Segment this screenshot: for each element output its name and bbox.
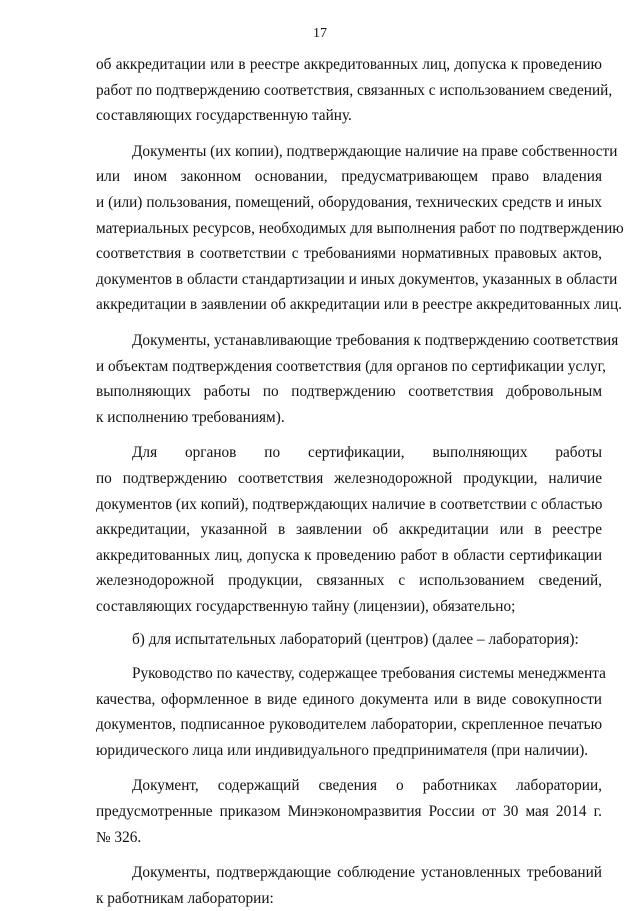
text-line: по подтверждению соответствия железнодорожной продукции, наличие: [96, 469, 602, 487]
text-line: аккредитации в заявлении об аккредитации или в реестре аккредитованных лиц.: [96, 296, 622, 314]
page-number: 17: [313, 26, 327, 41]
paragraph-4: [96, 440, 602, 619]
text-line: или ином законном основании, предусматривающем право владения: [96, 168, 602, 186]
text-line: Документы, устанавливающие требования к подтверждению соответствия: [132, 331, 619, 349]
text-line: Для органов по сертификации, выполняющих работы: [132, 444, 602, 462]
text-line: выполняющих работы по подтверждению соответствия добровольным: [96, 383, 602, 401]
text-line: и (или) пользования, помещений, оборудования, технических средств и иных: [96, 193, 602, 211]
paragraph-3: [96, 328, 619, 430]
text-line: документов, подписанное руководителем лаборатории, скрепленное печатью: [96, 716, 602, 734]
text-line: Документы, подтверждающие соблюдение установленных требований: [132, 864, 602, 882]
text-line: работ по подтверждению соответствия, связанных с использованием сведений,: [96, 81, 613, 99]
paragraph-8: [96, 860, 602, 911]
text-line: Руководство по качеству, содержащее требования системы менеджмента: [132, 665, 606, 683]
text-line: железнодорожной продукции, связанных с использованием сведений,: [96, 572, 602, 590]
text-line: качества, оформленное в виде единого документа или в виде совокупности: [96, 690, 602, 708]
paragraph-7: [96, 773, 602, 850]
document-body: [96, 52, 624, 911]
text-line: к исполнению требованиям).: [96, 408, 285, 426]
text-line: составляющих государственную тайну (лицензии), обязательно;: [96, 597, 516, 615]
text-line: юридического лица или индивидуального предпринимателя (при наличии).: [96, 741, 589, 759]
text-line: Документы (их копии), подтверждающие наличие на праве собственности: [132, 142, 618, 160]
text-line: № 326.: [96, 828, 142, 846]
text-line: документов в области стандартизации и иных документов, указанных в области: [96, 270, 618, 288]
paragraph-1: [96, 52, 613, 129]
text-line: документов (их копий), подтверждающих наличие в соответствии с областью: [96, 495, 603, 513]
text-line: б) для испытательных лабораторий (центров) (далее – лаборатория):: [132, 631, 579, 649]
text-line: к работникам лаборатории:: [96, 889, 274, 907]
text-line: аккредитации, указанной в заявлении об аккредитации или в реестре: [96, 521, 602, 539]
text-line: составляющих государственную тайну.: [96, 107, 352, 125]
text-line: предусмотренные приказом Минэкономразвития России от 30 мая 2014 г.: [96, 803, 602, 821]
paragraph-2: [96, 139, 624, 318]
text-line: соответствия в соответствии с требованиями нормативных правовых актов,: [96, 245, 602, 263]
text-line: аккредитованных лиц, допуска к проведению работ в области сертификации: [96, 546, 602, 564]
text-line: материальных ресурсов, необходимых для выполнения работ по подтверждению: [96, 219, 624, 237]
text-line: Документ, содержащий сведения о работниках лаборатории,: [132, 777, 602, 795]
paragraph-5: [96, 627, 602, 653]
paragraph-6: [96, 661, 606, 763]
text-line: и объектам подтверждения соответствия (для органов по сертификации услуг,: [96, 357, 606, 375]
text-line: об аккредитации или в реестре аккредитованных лиц, допуска к проведению: [96, 56, 602, 73]
